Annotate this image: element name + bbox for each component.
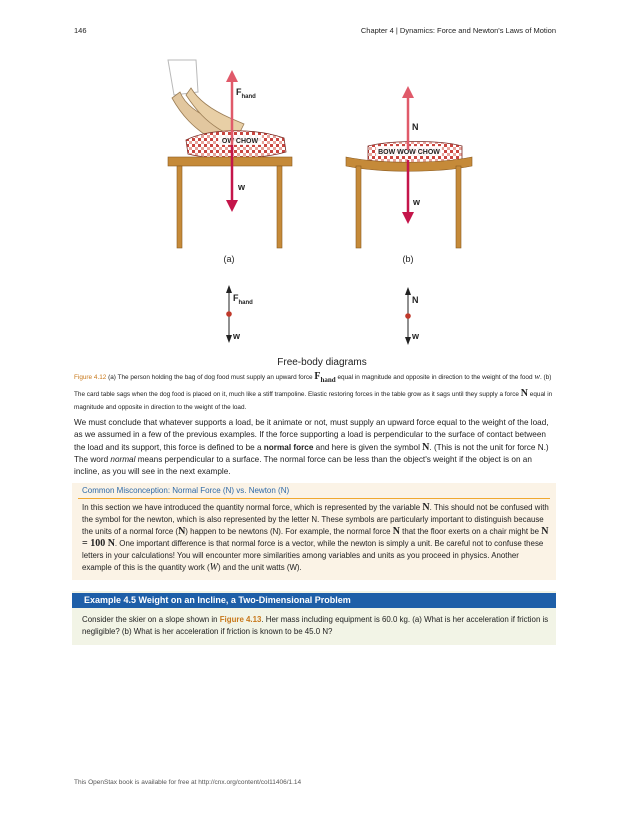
bag-label-a: OW CHOW xyxy=(221,138,259,145)
example-body: Consider the skier on a slope shown in Figure 4.13. Her mass including equipment is 60.0 kg. (a) What is her acceleration if friction is negligible? (b) What is her acceleration if friction is known to be 45.0 N? xyxy=(82,615,549,636)
misconception-divider xyxy=(78,498,550,499)
fbd-weight-label-b: w xyxy=(412,331,420,341)
misconception-box xyxy=(72,483,556,580)
f-hand-label-a: $F_{hand}$ xyxy=(236,87,256,100)
fbd-b xyxy=(405,287,411,345)
fbd-title: Free-body diagrams xyxy=(277,357,367,368)
fbd-weight-label-a: w xyxy=(233,331,241,341)
bag-label-b: BOW WOW CHOW xyxy=(378,149,440,156)
page-number: 146 xyxy=(74,26,87,35)
dog-food-bag-b xyxy=(368,142,462,164)
body-paragraph: We must conclude that whatever supports a load, be it animate or not, must supply an upward force equal to the weight of the load, as we assumed in a few of the previous examples. If the force supporting a load is perpendicular to the surface of contact between the load and its support, this force is defined to be a normal force and here is given the symbol N. (This is not the unit for force N.) The word normal means perpendicular to a surface. The normal force can be less than the object's weight if the object is on an incline, as you will see in the next example. xyxy=(74,418,549,477)
normal-label-b: N xyxy=(412,122,419,132)
dog-food-bag-a xyxy=(186,131,286,159)
fbd-a xyxy=(226,285,232,343)
example-title: Example 4.5 Weight on an Incline, a Two-Dimensional Problem xyxy=(72,593,556,608)
misconception-body: In this section we have introduced the quantity normal force, which is represented by the variable N. This should not be confused with the symbol for the newton, which is also represented by the letter N. These symbols are particularly important to distinguish because the units of a normal force (N) happen to be newtons (N). For example, the normal force N that the floor exerts on a chair might be N = 100 N. One important difference is that normal force is a vector, while the newton is simply a unit. Be careful not to confuse these letters in your calculations! You will encounter more similarities among variables and units as you proceed in physics. Another example of this is the quantity work (W) and the unit watts (W). xyxy=(82,502,549,574)
weight-label-b: w xyxy=(413,197,421,207)
caption-label: Figure 4.12 xyxy=(74,374,107,381)
example-box xyxy=(72,591,556,645)
label-b: (b) xyxy=(402,254,414,264)
fbd-f-hand-label: $F_{hand}$ xyxy=(233,293,253,306)
chapter-header: Chapter 4 | Dynamics: Force and Newton's Laws of Motion xyxy=(360,26,556,35)
figure-4-12 xyxy=(0,0,630,370)
misconception-title: Common Misconception: Normal Force (N) vs. Newton (N) xyxy=(82,486,290,495)
page-footer: This OpenStax book is available for free at http://cnx.org/content/col11406/1.14 xyxy=(74,779,302,786)
label-a: (a) xyxy=(223,254,235,264)
figure-4-13-link[interactable]: Figure 4.13 xyxy=(219,615,262,624)
weight-label-a: w xyxy=(238,182,246,192)
figure-caption: Figure 4.12 (a) The person holding the bag of dog food must supply an upward force $F_{hand}$ equal in magnitude and opposite in direction to the weight of the food w. (b) The card table sags when the dog food is placed on it, much like a stiff trampoline. Elastic restoring forces in the table grow as it sags until they supply a force N equal in magnitude and opposite in direction to the weight of the load. xyxy=(74,371,553,411)
term-normal-force: normal force xyxy=(263,442,314,452)
fbd-normal-label: N xyxy=(412,295,419,305)
normal-force-arrow-b xyxy=(402,86,414,150)
